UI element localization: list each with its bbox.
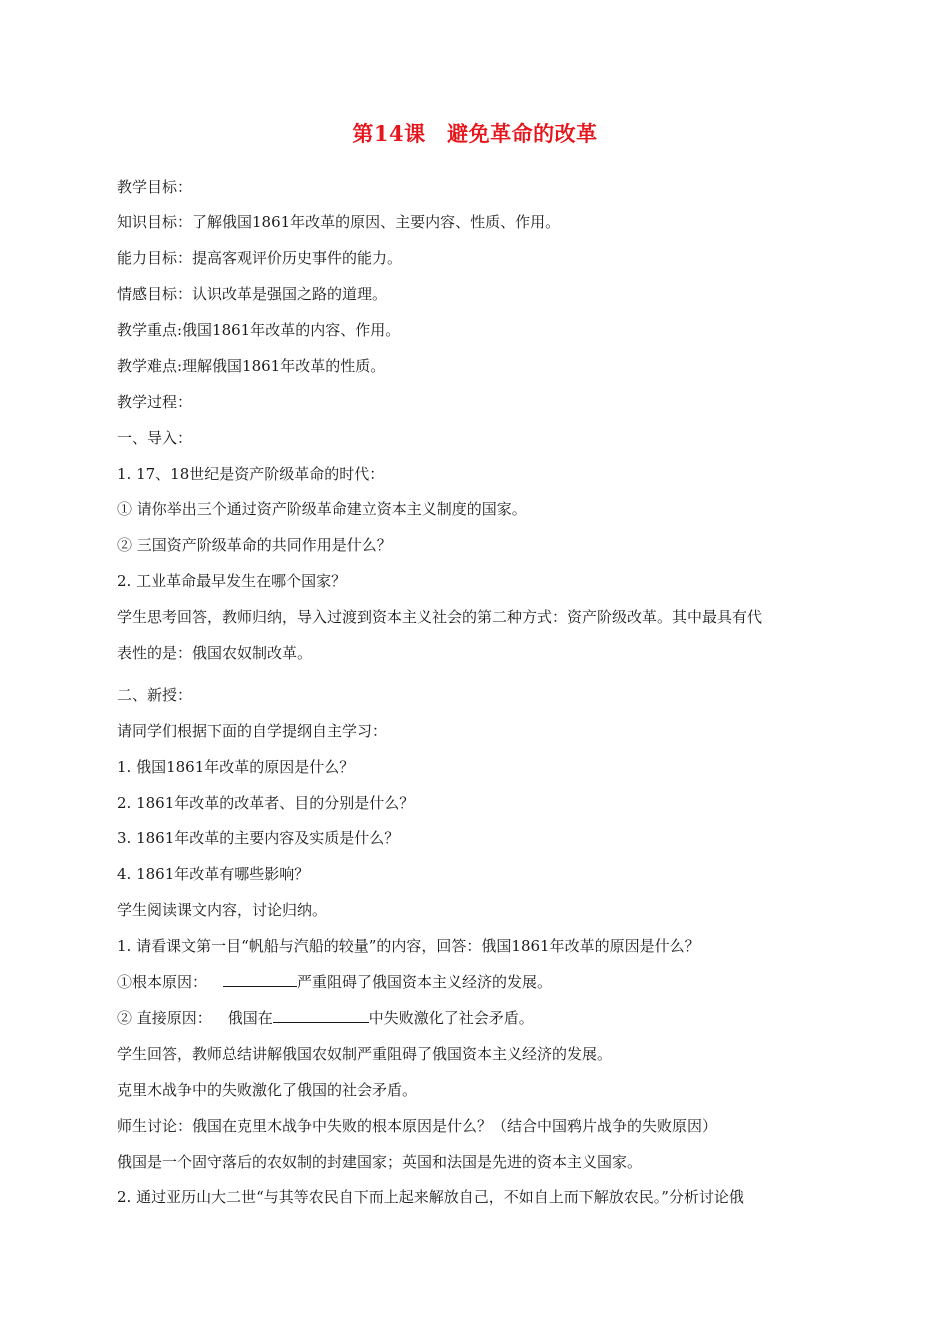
- text-line: 能力目标：提高客观评价历史事件的能力。: [117, 249, 403, 267]
- text-line: 俄国是一个固守落后的农奴制的封建国家；英国和法国是先进的资本主义国家。: [117, 1153, 643, 1171]
- answer-blank: [273, 1008, 369, 1023]
- text-line: 2. 通过亚历山大二世“与其等农民自下而上起来解放自己，不如自上而下解放农民。”分析讨论俄: [117, 1188, 744, 1206]
- text-line: 1. 俄国1861年改革的原因是什么？: [117, 758, 355, 776]
- text-line: ① 请你举出三个通过资产阶级革命建立资本主义制度的国家。: [117, 500, 527, 518]
- text-line: 3. 1861年改革的主要内容及实质是什么？: [117, 829, 400, 847]
- fill-prefix: ①根本原因：: [117, 973, 208, 991]
- text-line: 教学过程：: [117, 393, 193, 411]
- text-line: 师生讨论：俄国在克里木战争中失败的根本原因是什么？（结合中国鸦片战争的失败原因）: [117, 1117, 718, 1135]
- fill-suffix: 严重阻碍了俄国资本主义经济的发展。: [297, 973, 553, 991]
- fill-suffix: 中失败激化了社会矛盾。: [368, 1009, 534, 1027]
- lesson-title: 第14课 避免革命的改革: [352, 121, 598, 146]
- text-line: 表性的是：俄国农奴制改革。: [117, 644, 313, 662]
- text-line: 学生回答，教师总结讲解俄国农奴制严重阻碍了俄国资本主义经济的发展。: [117, 1045, 613, 1063]
- text-line: 4. 1861年改革有哪些影响？: [117, 865, 310, 883]
- text-line: 教学目标：: [117, 178, 193, 196]
- text-line: 二、新授：: [117, 686, 193, 704]
- fill-in-line-direct-cause: [117, 1008, 534, 1028]
- fill-prefix: ② 直接原因：: [117, 1009, 212, 1027]
- text-line: 情感目标：认识改革是强国之路的道理。: [117, 285, 388, 303]
- text-line: 克里木战争中的失败激化了俄国的社会矛盾。: [117, 1081, 418, 1099]
- text-line: 1. 17、18世纪是资产阶级革命的时代：: [117, 465, 385, 483]
- text-line: 1. 请看课文第一目“帆船与汽船的较量”的内容，回答：俄国1861年改革的原因是什么？: [117, 937, 700, 955]
- text-line: 知识目标：了解俄国1861年改革的原因、主要内容、性质、作用。: [117, 213, 561, 231]
- text-line: 2. 1861年改革的改革者、目的分别是什么？: [117, 794, 415, 812]
- text-line: 教学重点:俄国1861年改革的内容、作用。: [117, 321, 401, 339]
- text-line: ② 三国资产阶级革命的共同作用是什么？: [117, 536, 392, 554]
- fill-in-line-root-cause: [117, 972, 552, 992]
- fill-middle: 俄国在: [227, 1009, 273, 1027]
- text-line: 请同学们根据下面的自学提纲自主学习：: [117, 722, 388, 740]
- answer-blank: [223, 972, 297, 987]
- text-line: 学生阅读课文内容，讨论归纳。: [117, 901, 328, 919]
- text-line: 2. 工业革命最早发生在哪个国家？: [117, 572, 347, 590]
- text-line: 一、导入：: [117, 429, 193, 447]
- text-line: 教学难点:理解俄国1861年改革的性质。: [117, 357, 386, 375]
- text-line: 学生思考回答，教师归纳，导入过渡到资本主义社会的第二种方式：资产阶级改革。其中最具有代: [117, 608, 763, 626]
